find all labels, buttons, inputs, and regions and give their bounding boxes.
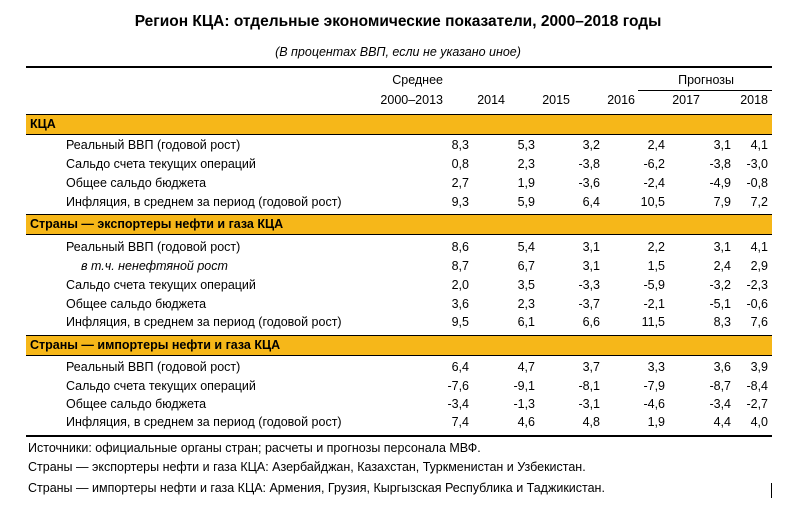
cell-value: -0,6 xyxy=(746,297,768,311)
cell-value: 2,7 xyxy=(451,176,469,190)
cell-value: -2,7 xyxy=(746,397,768,411)
cell-value: -2,3 xyxy=(746,278,768,292)
cell-value: 4,1 xyxy=(750,138,768,152)
cell-value: 7,9 xyxy=(713,195,731,209)
cell-value: 3,1 xyxy=(582,259,600,273)
cell-value: 3,1 xyxy=(713,138,731,152)
cell-value: 3,3 xyxy=(647,360,665,374)
text-cursor xyxy=(771,483,772,498)
cell-value: -3,4 xyxy=(447,397,469,411)
row-label: Сальдо счета текущих операций xyxy=(66,278,256,292)
cell-value: 4,4 xyxy=(713,415,731,429)
header-projections: Прогнозы xyxy=(678,73,734,87)
cell-value: 8,6 xyxy=(451,240,469,254)
projections-rule xyxy=(638,90,772,91)
cell-value: 2,0 xyxy=(451,278,469,292)
cell-value: 1,9 xyxy=(647,415,665,429)
table-title: Регион КЦА: отдельные экономические показатели, 2000–2018 годы xyxy=(134,13,662,30)
section-title: Страны — импортеры нефти и газа КЦА xyxy=(30,338,281,352)
importers-note: Страны — импортеры нефти и газа КЦА: Армения, Грузия, Кыргызская Республика и Таджикистан. xyxy=(28,481,605,495)
cell-value: -3,6 xyxy=(578,176,600,190)
section-rule xyxy=(26,134,772,135)
cell-value: 2,4 xyxy=(647,138,665,152)
cell-value: 7,4 xyxy=(451,415,469,429)
cell-value: 3,5 xyxy=(517,278,535,292)
cell-value: -8,4 xyxy=(746,379,768,393)
table-row xyxy=(26,239,772,258)
cell-value: -7,6 xyxy=(447,379,469,393)
cell-value: -8,1 xyxy=(578,379,600,393)
row-label: Инфляция, в среднем за период (годовой рост) xyxy=(66,195,342,209)
cell-value: -4,6 xyxy=(643,397,665,411)
cell-value: 3,6 xyxy=(451,297,469,311)
table-row xyxy=(26,156,772,175)
exporters-note: Страны — экспортеры нефти и газа КЦА: Азербайджан, Казахстан, Туркменистан и Узбекистан. xyxy=(28,460,586,474)
cell-value: 1,5 xyxy=(647,259,665,273)
cell-value: -0,8 xyxy=(746,176,768,190)
cell-value: -7,9 xyxy=(643,379,665,393)
row-label: Общее сальдо бюджета xyxy=(66,397,207,411)
cell-value: -3,0 xyxy=(746,157,768,171)
cell-value: 3,6 xyxy=(713,360,731,374)
row-label: Общее сальдо бюджета xyxy=(66,176,207,190)
table-row xyxy=(26,296,772,315)
row-label: Инфляция, в среднем за период (годовой рост) xyxy=(66,415,342,429)
row-label: в т.ч. ненефтяной рост xyxy=(81,259,228,273)
source-note: Источники: официальные органы стран; расчеты и прогнозы персонала МВФ. xyxy=(28,441,481,455)
row-label: Реальный ВВП (годовой рост) xyxy=(66,138,241,152)
section-band-exporters xyxy=(26,215,772,234)
header-year-2017: 2017 xyxy=(672,93,700,107)
cell-value: -6,2 xyxy=(643,157,665,171)
cell-value: 0,8 xyxy=(451,157,469,171)
cell-value: 1,9 xyxy=(517,176,535,190)
cell-value: 9,5 xyxy=(451,315,469,329)
header-year-2014: 2014 xyxy=(477,93,505,107)
row-label: Инфляция, в среднем за период (годовой рост) xyxy=(66,315,342,329)
cell-value: 8,3 xyxy=(451,138,469,152)
cell-value: -3,8 xyxy=(578,157,600,171)
section-rule xyxy=(26,355,772,356)
cell-value: -3,3 xyxy=(578,278,600,292)
cell-value: 8,3 xyxy=(713,315,731,329)
cell-value: 6,7 xyxy=(517,259,535,273)
row-label: Сальдо счета текущих операций xyxy=(66,157,256,171)
cell-value: 4,7 xyxy=(517,360,535,374)
cell-value: -3,2 xyxy=(709,278,731,292)
cell-value: 5,3 xyxy=(517,138,535,152)
cell-value: 3,2 xyxy=(582,138,600,152)
cell-value: 9,3 xyxy=(451,195,469,209)
cell-value: -1,3 xyxy=(513,397,535,411)
table-row xyxy=(26,175,772,194)
cell-value: -9,1 xyxy=(513,379,535,393)
cell-value: 2,3 xyxy=(517,157,535,171)
section-band-importers xyxy=(26,336,772,355)
table-row xyxy=(26,194,772,213)
cell-value: 4,6 xyxy=(517,415,535,429)
section-title: Страны — экспортеры нефти и газа КЦА xyxy=(30,217,284,231)
header-year-2018: 2018 xyxy=(740,93,768,107)
cell-value: 3,7 xyxy=(582,360,600,374)
section-rule xyxy=(26,234,772,235)
cell-value: 5,4 xyxy=(517,240,535,254)
cell-value: -2,1 xyxy=(643,297,665,311)
table-row xyxy=(26,258,772,277)
table-row xyxy=(26,137,772,156)
header-avg-line2: 2000–2013 xyxy=(380,93,443,107)
cell-value: -3,4 xyxy=(709,397,731,411)
cell-value: 2,4 xyxy=(713,259,731,273)
section-title: КЦА xyxy=(30,117,56,131)
cell-value: 11,5 xyxy=(641,315,665,329)
cell-value: 8,7 xyxy=(451,259,469,273)
cell-value: 7,6 xyxy=(750,315,768,329)
cell-value: -5,1 xyxy=(709,297,731,311)
cell-value: 2,3 xyxy=(517,297,535,311)
cell-value: 10,5 xyxy=(640,195,665,209)
cell-value: 6,6 xyxy=(582,315,600,329)
cell-value: 6,4 xyxy=(582,195,600,209)
cell-value: 7,2 xyxy=(750,195,768,209)
row-label: Реальный ВВП (годовой рост) xyxy=(66,360,241,374)
row-label: Общее сальдо бюджета xyxy=(66,297,207,311)
cell-value: 6,1 xyxy=(517,315,535,329)
header-year-2015: 2015 xyxy=(542,93,570,107)
table-row xyxy=(26,396,772,415)
cell-value: -8,7 xyxy=(709,379,731,393)
cell-value: -3,7 xyxy=(578,297,600,311)
header-avg-line1: Среднее xyxy=(392,73,443,87)
bottom-rule xyxy=(26,435,772,437)
cell-value: 3,9 xyxy=(750,360,768,374)
table-row xyxy=(26,378,772,397)
section-band-kca xyxy=(26,115,772,134)
table-row xyxy=(26,414,772,433)
cell-value: 3,1 xyxy=(713,240,731,254)
table-row xyxy=(26,314,772,333)
row-label: Реальный ВВП (годовой рост) xyxy=(66,240,241,254)
cell-value: 4,0 xyxy=(750,415,768,429)
cell-value: 3,1 xyxy=(582,240,600,254)
row-label: Сальдо счета текущих операций xyxy=(66,379,256,393)
top-rule xyxy=(26,66,772,68)
cell-value: -2,4 xyxy=(643,176,665,190)
table-row xyxy=(26,277,772,296)
cell-value: 4,1 xyxy=(750,240,768,254)
header-year-2016: 2016 xyxy=(607,93,635,107)
cell-value: -4,9 xyxy=(709,176,731,190)
cell-value: -3,1 xyxy=(578,397,600,411)
cell-value: 4,8 xyxy=(582,415,600,429)
cell-value: -5,9 xyxy=(643,278,665,292)
table-row xyxy=(26,359,772,378)
cell-value: 2,2 xyxy=(647,240,665,254)
cell-value: 5,9 xyxy=(517,195,535,209)
cell-value: 2,9 xyxy=(750,259,768,273)
table-subtitle: (В процентах ВВП, если не указано иное) xyxy=(275,45,521,59)
cell-value: -3,8 xyxy=(709,157,731,171)
cell-value: 6,4 xyxy=(451,360,469,374)
